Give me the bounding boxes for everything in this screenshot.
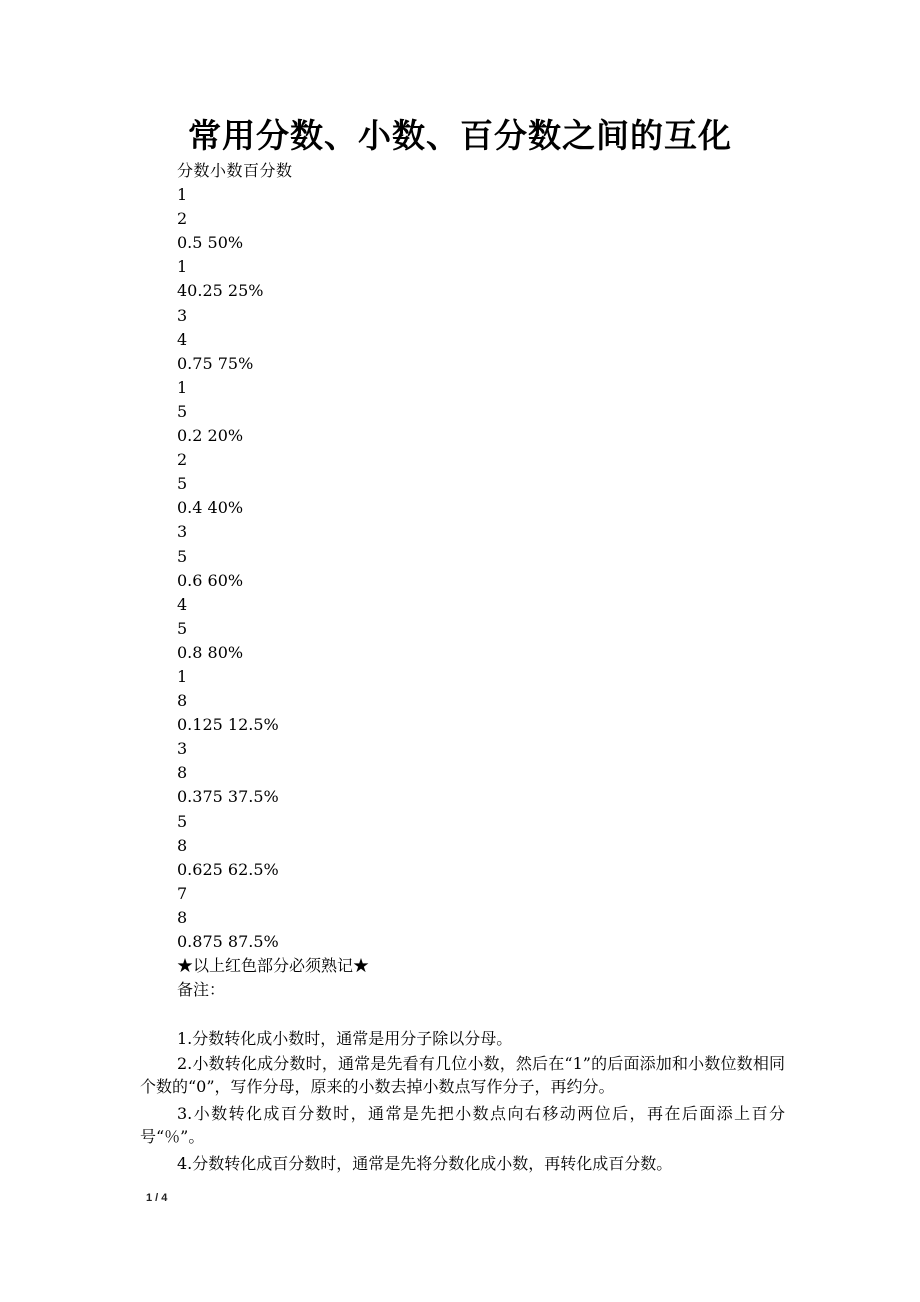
conversion-line: 2 <box>177 450 188 470</box>
conversion-line: 8 <box>177 763 188 783</box>
conversion-line: 4 <box>177 329 188 349</box>
page-number: 1 / 4 <box>146 1192 168 1204</box>
conversion-line: 0.2 20% <box>177 426 244 446</box>
remember-note: ★以上红色部分必须熟记★ <box>177 956 370 976</box>
conversion-line: 0.125 12.5% <box>177 715 279 735</box>
page-title: 常用分数、小数、百分数之间的互化 <box>188 116 732 155</box>
conversion-line: 0.4 40% <box>177 498 244 518</box>
conversion-line: 5 <box>177 811 188 831</box>
conversion-line: 4 <box>177 594 188 614</box>
conversion-line: 5 <box>177 618 188 638</box>
conversion-line: 1 <box>177 257 188 277</box>
conversion-line: 0.875 87.5% <box>177 932 279 951</box>
conversion-list <box>177 159 369 1002</box>
note-item: 1.分数转化成小数时，通常是用分子除以分母。 <box>177 1029 513 1048</box>
conversion-line: 3 <box>177 305 188 325</box>
conversion-line: 1 <box>177 666 188 686</box>
conversion-line: 40.25 25% <box>177 281 264 301</box>
conversion-line: 8 <box>177 835 188 855</box>
conversion-line: 1 <box>177 185 188 205</box>
conversion-line: 0.6 60% <box>177 570 244 590</box>
note-item: 4.分数转化成百分数时，通常是先将分数化成小数，再转化成百分数。 <box>177 1154 673 1173</box>
conversion-line: 5 <box>177 474 188 494</box>
conversion-line: 0.625 62.5% <box>177 859 279 879</box>
conversion-line: 3 <box>177 522 188 542</box>
conversion-line: 0.75 75% <box>177 353 254 373</box>
conversion-line: 2 <box>177 209 188 229</box>
conversion-line: 0.5 50% <box>177 233 244 253</box>
conversion-line: 1 <box>177 377 188 397</box>
conversion-line: 5 <box>177 401 188 421</box>
conversion-line: 8 <box>177 691 188 711</box>
conversion-line: 7 <box>177 883 188 903</box>
note-item: 2.小数转化成分数时，通常是先看有几位小数，然后在“1”的后面添加和小数位数相同个数的“0”，写作分母，原来的小数去掉小数点写作分子，再约分。 <box>140 1054 785 1096</box>
conversion-line: 5 <box>177 546 188 566</box>
conversion-line: 8 <box>177 907 188 927</box>
note-item: 3.小数转化成百分数时，通常是先把小数点向右移动两位后，再在后面添上百分号“％”。 <box>140 1104 785 1146</box>
notes-section <box>140 1027 785 1179</box>
conversion-lines <box>177 183 369 954</box>
column-header-line: 分数小数百分数 <box>177 161 293 180</box>
conversion-line: 0.375 37.5% <box>177 787 279 807</box>
conversion-line: 0.8 80% <box>177 642 244 662</box>
conversion-line: 3 <box>177 739 188 759</box>
notes-label: 备注： <box>177 980 226 1000</box>
